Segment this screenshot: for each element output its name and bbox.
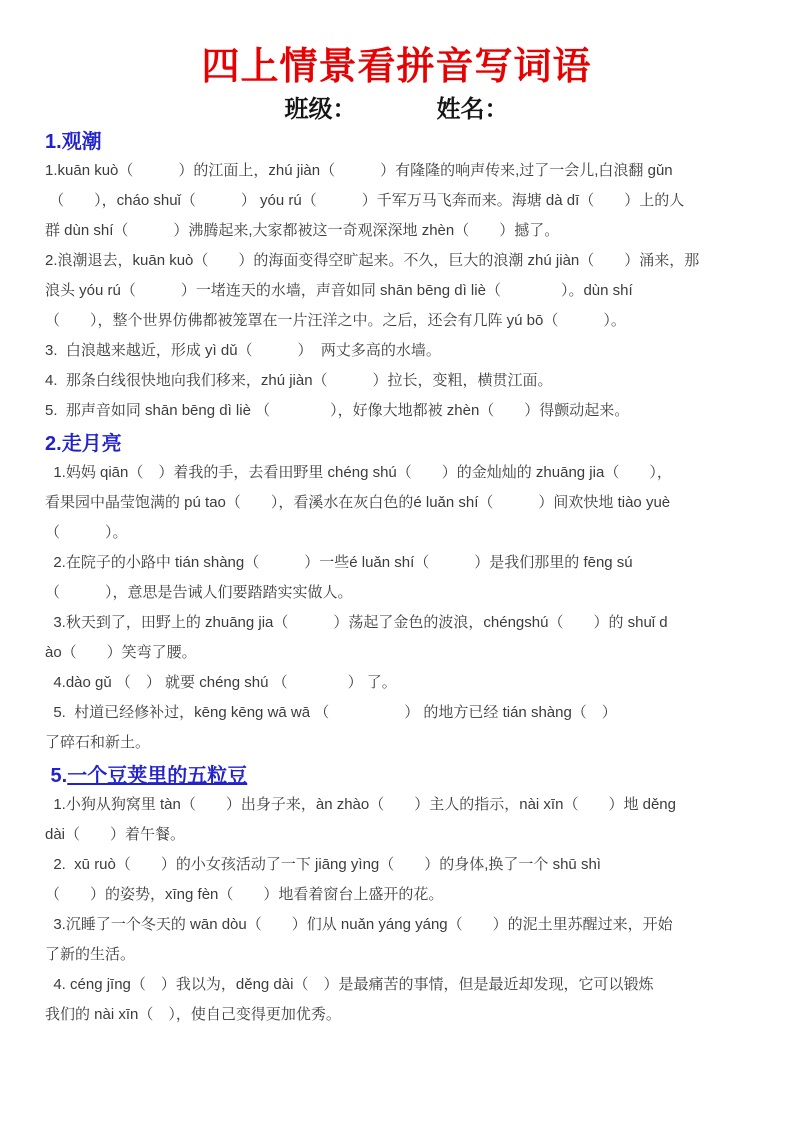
text-line: 1.小狗从狗窝里 tàn（ ）出身子来，àn zhào（ ）主人的指示，nài xīn（ ）地 děng	[45, 796, 676, 813]
text-line: 5. 那声音如同 shān bēng dì liè （ ），好像大地都被 zhèn（ ）得颤动起来。	[45, 402, 630, 419]
text-line: 4. céng jīng（ ）我以为，děng dài（ ）是最痛苦的事情，但是最近却发现，它可以锻炼	[45, 976, 654, 993]
text-line: 1.妈妈 qiān（ ）着我的手，去看田野里 chéng shú（ ）的金灿灿的 zhuāng jia（ ），	[45, 464, 672, 481]
text-line: 2.在院子的小路中 tián shàng（ ）一些é luǎn shí（ ）是我们那里的 fēng sú	[45, 554, 633, 571]
text-line: 1.kuān kuò（ ）的江面上，zhú jiàn（ ）有隆隆的响声传来,过了一会儿,白浪翻 gǔn	[45, 162, 673, 179]
text-line: 3.秋天到了，田野上的 zhuāng jia（ ）荡起了金色的波浪，chéngshú（ ）的 shuǐ d	[45, 614, 668, 631]
text-line: 我们的 nài xīn（ ），使自己变得更加优秀。	[45, 1006, 341, 1023]
text-line: 了新的生活。	[45, 946, 136, 963]
text-line: 了碎石和新土。	[45, 734, 151, 751]
text-line: （ ），意思是告诫人们要踏踏实实做人。	[45, 584, 353, 601]
section-number: 1.	[45, 131, 62, 153]
text-line: 看果园中晶莹饱满的 pú tao（ ），看溪水在灰白色的é luǎn shí（ ）间欢快地 tiào yuè	[45, 494, 671, 511]
section	[45, 128, 769, 426]
text-line: 5. 村道已经修补过，kēng kēng wā wā （ ） 的地方已经 tián shàng（ ）	[45, 704, 617, 721]
name-label: 姓名：	[436, 97, 509, 123]
text-line: ào（ ）笑弯了腰。	[45, 644, 197, 661]
text-line: 2. xū ruò（ ）的小女孩活动了一下 jiāng yìng（ ）的身体,换了一个 shū shì	[45, 856, 601, 873]
page-title: 四上情景看拼音写词语	[201, 46, 592, 88]
text-line: 2.浪潮退去，kuān kuò（ ）的海面变得空旷起来。不久，巨大的浪潮 zhú jiàn（ ）涌来，那	[45, 252, 700, 269]
section-number: 2.	[45, 433, 62, 455]
section-title: 一个豆荚里的五粒豆	[67, 765, 248, 787]
text-line: 3. 白浪越来越近，形成 yì dǔ（ ） 两丈多高的水墙。	[45, 342, 441, 359]
text-line: （ ），整个世界仿佛都被笼罩在一片汪洋之中。之后，还会有几阵 yú bō（ ）。	[45, 312, 626, 329]
text-line: 3.沉睡了一个冬天的 wān dòu（ ）们从 nuǎn yáng yáng（ ）的泥土里苏醒过来，开始	[45, 916, 673, 933]
text-line: 4.dào gǔ （ ） 就要 chéng shú （ ） 了。	[45, 674, 397, 691]
class-label: 班级：	[284, 97, 357, 123]
text-line: 群 dùn shí（ ）沸腾起来,大家都被这一奇观深深地 zhèn（ ）撼了。	[45, 222, 560, 239]
section	[45, 762, 769, 1030]
text-line: （ ），cháo shuǐ（ ） yóu rú（ ）千军万马飞奔而来。海塘 dà dī（ ）上的人	[45, 192, 685, 209]
worksheet-content	[0, 128, 793, 1030]
text-line: dài（ ）着午餐。	[45, 826, 186, 843]
text-line: 浪头 yóu rú（ ）一堵连天的水墙，声音如同 shān bēng dì liè（ ）。dùn shí	[45, 282, 633, 299]
section	[45, 430, 769, 758]
section-title: 观潮	[61, 131, 102, 153]
section-number: 5.	[45, 765, 68, 787]
class-name-row	[0, 96, 793, 124]
text-line: 4. 那条白线很快地向我们移来，zhú jiàn（ ）拉长，变粗，横贯江面。	[45, 372, 553, 389]
text-line: （ ）。	[45, 524, 128, 541]
section-header	[45, 762, 769, 790]
section-header	[45, 128, 769, 156]
text-line: （ ）的姿势，xīng fèn（ ）地看着窗台上盛开的花。	[45, 886, 444, 903]
section-title: 走月亮	[61, 433, 122, 455]
section-header	[45, 430, 769, 458]
